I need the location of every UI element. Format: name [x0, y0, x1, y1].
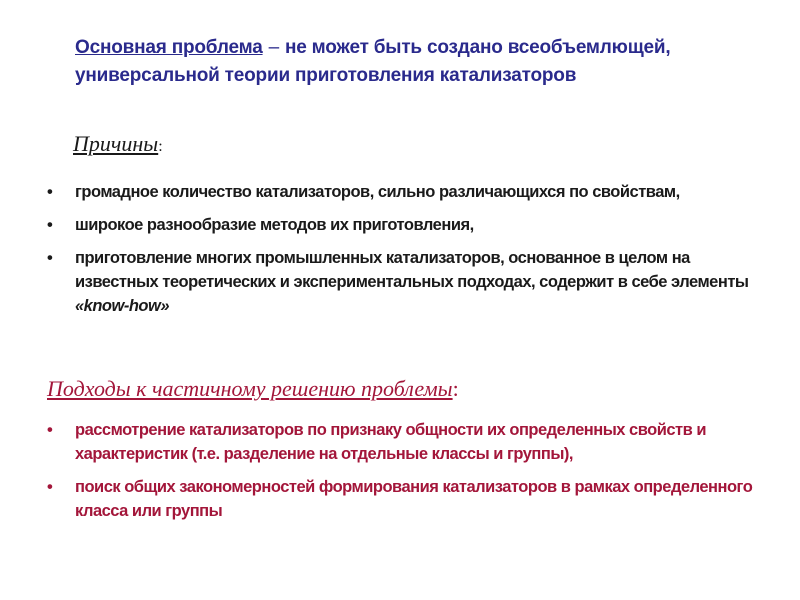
reasons-item-3-emphasis: «know-how» — [75, 297, 170, 315]
approaches-list — [47, 418, 757, 532]
bullet-icon: • — [47, 421, 53, 439]
reasons-item-1: громадное количество катализаторов, сильно различающихся по свойствам, — [75, 183, 680, 201]
bullet-icon: • — [47, 249, 53, 267]
reasons-list — [47, 180, 757, 327]
bullet-icon: • — [47, 478, 53, 496]
reasons-title — [73, 131, 163, 160]
approaches-item-2: поиск общих закономерностей формирования катализаторов в рамках определенного класса или группы — [75, 478, 753, 520]
heading-dash: – — [268, 37, 279, 58]
list-item — [47, 180, 757, 204]
approaches-title-text: Подходы к частичному решению проблемы — [47, 376, 453, 401]
approaches-title — [47, 376, 459, 402]
heading-rest: не может быть создано всеобъемлющей, универсальной теории приготовления катализаторов — [75, 37, 671, 86]
slide-heading — [75, 34, 775, 90]
bullet-icon: • — [47, 183, 53, 201]
reasons-item-2: широкое разнообразие методов их приготовления, — [75, 216, 474, 234]
approaches-item-1: рассмотрение катализаторов по признаку общности их определенных свойств и характеристик (т.е. разделение на отдельные классы и группы), — [75, 421, 706, 463]
reasons-title-text: Причины — [73, 131, 159, 156]
reasons-item-3: приготовление многих промышленных катализаторов, основанное в целом на известных теоретических и экспериментальных подходах, содержит в себе элементы — [75, 249, 749, 291]
bullet-icon: • — [47, 216, 53, 234]
list-item — [47, 213, 757, 237]
heading-underlined: Основная проблема — [75, 37, 263, 58]
list-item — [47, 418, 757, 466]
list-item — [47, 475, 757, 523]
list-item — [47, 246, 757, 318]
approaches-title-colon: : — [452, 376, 459, 401]
reasons-title-colon: : — [158, 138, 163, 155]
